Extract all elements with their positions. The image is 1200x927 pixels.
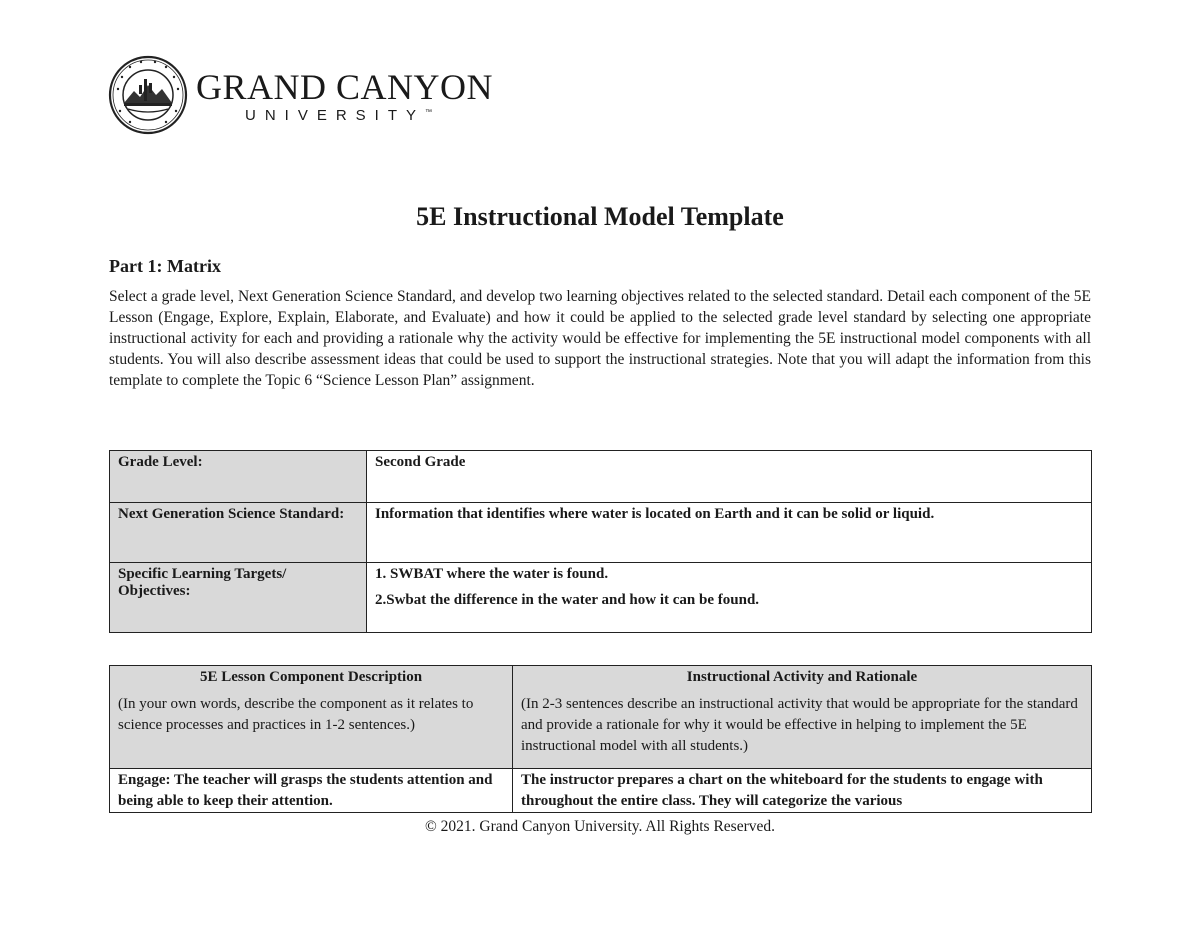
5e-lesson-table: [109, 665, 1092, 813]
standard-value: Information that identifies where water is located on Earth and it can be solid or liquid.: [367, 503, 1092, 563]
engage-component-cell: Engage: The teacher will grasps the students attention and being able to keep their attention.: [110, 769, 513, 813]
table-row: [110, 503, 1092, 563]
trademark-symbol: ™: [425, 108, 433, 116]
table-row: [110, 563, 1092, 633]
standard-label: Next Generation Science Standard:: [110, 503, 367, 563]
objective-1: 1. SWBAT where the water is found.: [375, 566, 609, 582]
lesson-info-table: [109, 450, 1092, 633]
activity-column-description: (In 2-3 sentences describe an instructional activity that would be appropriate for the standard and provide a rationale for why it would be effective in helping to implement the 5E instructional model with all students.): [521, 696, 1078, 754]
grade-level-value: Second Grade: [367, 451, 1092, 503]
document-title: 5E Instructional Model Template: [416, 202, 784, 231]
logo-wordmark-line2: [245, 107, 493, 124]
university-seal-icon: [108, 55, 188, 135]
logo-wordmark-line1: GRAND CANYON: [196, 66, 494, 107]
component-column-title: 5E Lesson Component Description: [199, 669, 423, 685]
logo-wordmark-university: UNIVERSITY: [245, 106, 426, 124]
intro-paragraph: Select a grade level, Next Generation Science Standard, and develop two learning objectives related to the selected standard. Detail each component of the 5E Lesson (Engage, Explore, Explain, Elaborate, and Evaluate) and how it could be applied to the selected grade level standard by selecting one appropriate instructional activity for each and providing a rationale why the activity would be effective for implementing the 5E instructional model components with all students. You will also describe assessment ideas that could be used to support the instructional strategies. Note that you will adapt the information from this template to complete the Topic 6 “Science Lesson Plan” assignment.: [109, 288, 1091, 389]
objectives-value: [367, 563, 1092, 633]
objective-2: 2.Swbat the difference in the water and how it can be found.: [375, 592, 760, 608]
table-row: [110, 769, 1092, 813]
part-heading: Part 1: Matrix: [109, 256, 221, 276]
component-header-cell: [110, 666, 513, 769]
activity-column-title: Instructional Activity and Rationale: [686, 669, 918, 685]
component-column-description: (In your own words, describe the component as it relates to science processes and practices in 1-2 sentences.): [118, 696, 474, 733]
copyright-footer: © 2021. Grand Canyon University. All Rights Reserved.: [424, 818, 775, 835]
table-row: [110, 451, 1092, 503]
gcu-logo: [108, 55, 493, 135]
activity-header-cell: [513, 666, 1092, 769]
objectives-label: Specific Learning Targets/ Objectives:: [110, 563, 367, 633]
grade-level-label: Grade Level:: [110, 451, 367, 503]
table-header-row: [110, 666, 1092, 769]
engage-activity-cell: The instructor prepares a chart on the whiteboard for the students to engage with throughout the entire class. They will categorize the various: [513, 769, 1092, 813]
